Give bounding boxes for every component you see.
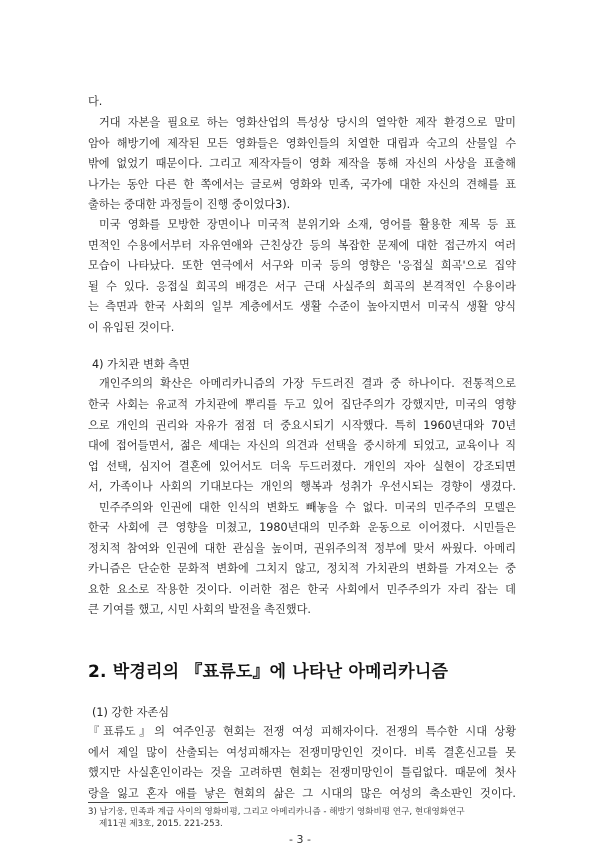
- text-line: 했지만 사실혼인이라는 것을 고려하면 현회는 전쟁미망인이 틀림없다. 때문에 첫사: [88, 766, 516, 779]
- text-line: 미국 영화를 모방한 장면이나 미국적 분위기와 소재, 영어를 활용한 제목 등 표: [99, 218, 516, 231]
- text-line: 카니즘은 단순한 문화적 변화에 그치지 않고, 정치적 가치관의 변화를 가져오는 중: [88, 562, 516, 575]
- text-line: 요한 요소로 작용한 것이다. 이러한 점은 한국 사회에서 민주주의가 자리 잡는 데: [88, 583, 516, 596]
- subsection-heading: (1) 강한 자존심: [92, 706, 169, 719]
- text-line: 민주주의와 인권에 대한 인식의 변화도 빼놓을 수 없다. 미국의 민주주의 모델은: [99, 501, 516, 514]
- text-line: 대에 접어들면서, 젊은 세대는 자신의 의견과 선택을 중시하게 되었고, 교육이나 직: [88, 439, 516, 452]
- page-number: - 3 -: [289, 833, 311, 846]
- text-line: 거대 자본을 필요로 하는 영화산업의 특성상 당시의 열악한 제작 환경으로 말미: [99, 116, 516, 129]
- text-line: 으로 개인의 권리와 자유가 점점 더 중요시되기 시작했다. 특히 1960년대와 70년: [88, 419, 516, 432]
- footnote-line: 제11권 제3호, 2015. 221-253.: [99, 819, 223, 829]
- text-line: 출하는 중대한 과정들이 진행 중이었다3).: [88, 198, 291, 211]
- text-line: 개인주의의 확산은 아메리카니즘의 가장 두드러진 결과 중 하나이다. 전통적으로: [99, 377, 516, 390]
- text-line: 모습이 나타났다. 또한 연극에서 서구와 미국 등의 영향은 '응접실 희곡'으로 집약: [88, 259, 516, 272]
- text-line: 밖에 없었기 때문이다. 그리고 제작자들이 영화 제작을 통해 자신의 사상을 표출해: [88, 157, 516, 170]
- text-line: 한국 사회는 유교적 가치관에 뿌리를 두고 있어 집단주의가 강했지만, 미국의 영향: [88, 398, 516, 411]
- text-line: 나가는 동안 다른 한 쪽에서는 글로써 영화와 민족, 국가에 대한 자신의 견해를 표: [88, 178, 516, 191]
- text-line: 랑을 잃고 혼자 애를 낳은 현회의 삶은 그 시대의 많은 여성의 축소판인 것이다.: [88, 787, 516, 800]
- text-line: 될 수 있다. 응접실 희곡의 배경은 서구 근대 사실주의 희곡의 본격적인 수용이라: [88, 280, 516, 293]
- subsection-heading: 4) 가치관 변화 측면: [92, 358, 190, 371]
- footnote-line: 3) 남기웅, 민족과 계급 사이의 영화비평, 그리고 아메리카니즘 - 해방기 영화비평 연구, 현대영화연구: [88, 807, 465, 817]
- text-line: 면적인 수용에서부터 자유연애와 근친상간 등의 복잡한 문제에 대한 접근까지 여러: [88, 239, 516, 252]
- text-line: 다.: [88, 95, 103, 108]
- text-line: 서, 가족이나 사회의 기대보다는 개인의 행복과 성취가 우선시되는 경향이 생겼다.: [88, 480, 516, 493]
- text-line: 는 측면과 한국 사회의 일부 계층에서도 생활 수준이 높아지면서 미국식 생활 양식: [88, 300, 516, 313]
- text-line: 한국 사회에 큰 영향을 미쳤고, 1980년대의 민주화 운동으로 이어졌다. 시민들은: [88, 521, 516, 534]
- text-line: 암아 해방기에 제작된 모든 영화들은 영화인들의 치열한 대립과 숙고의 산물일 수: [88, 137, 516, 150]
- text-line: 정치적 참여와 인권에 대한 관심을 높이며, 권위주의적 정부에 맞서 싸웠다. 아메리: [88, 542, 516, 555]
- text-line: 에서 제일 많이 산출되는 여성피해자는 전쟁미망인인 것이다. 비록 결혼신고를 못: [88, 746, 516, 759]
- text-line: 이 유입된 것이다.: [88, 321, 175, 334]
- text-line: 큰 기여를 했고, 시민 사회의 발전을 촉진했다.: [88, 603, 311, 616]
- text-line: 『표류도』의 여주인공 현회는 전쟁 여성 피해자이다. 전쟁의 특수한 시대 상황: [88, 725, 516, 738]
- chapter-heading: 2. 박경리의 『표류도』에 나타난 아메리카니즘: [88, 662, 449, 682]
- text-line: 업 선택, 심지어 결혼에 있어서도 더욱 두드러졌다. 개인의 자아 실현이 강조되면: [88, 460, 516, 473]
- footnote-separator: [88, 802, 228, 803]
